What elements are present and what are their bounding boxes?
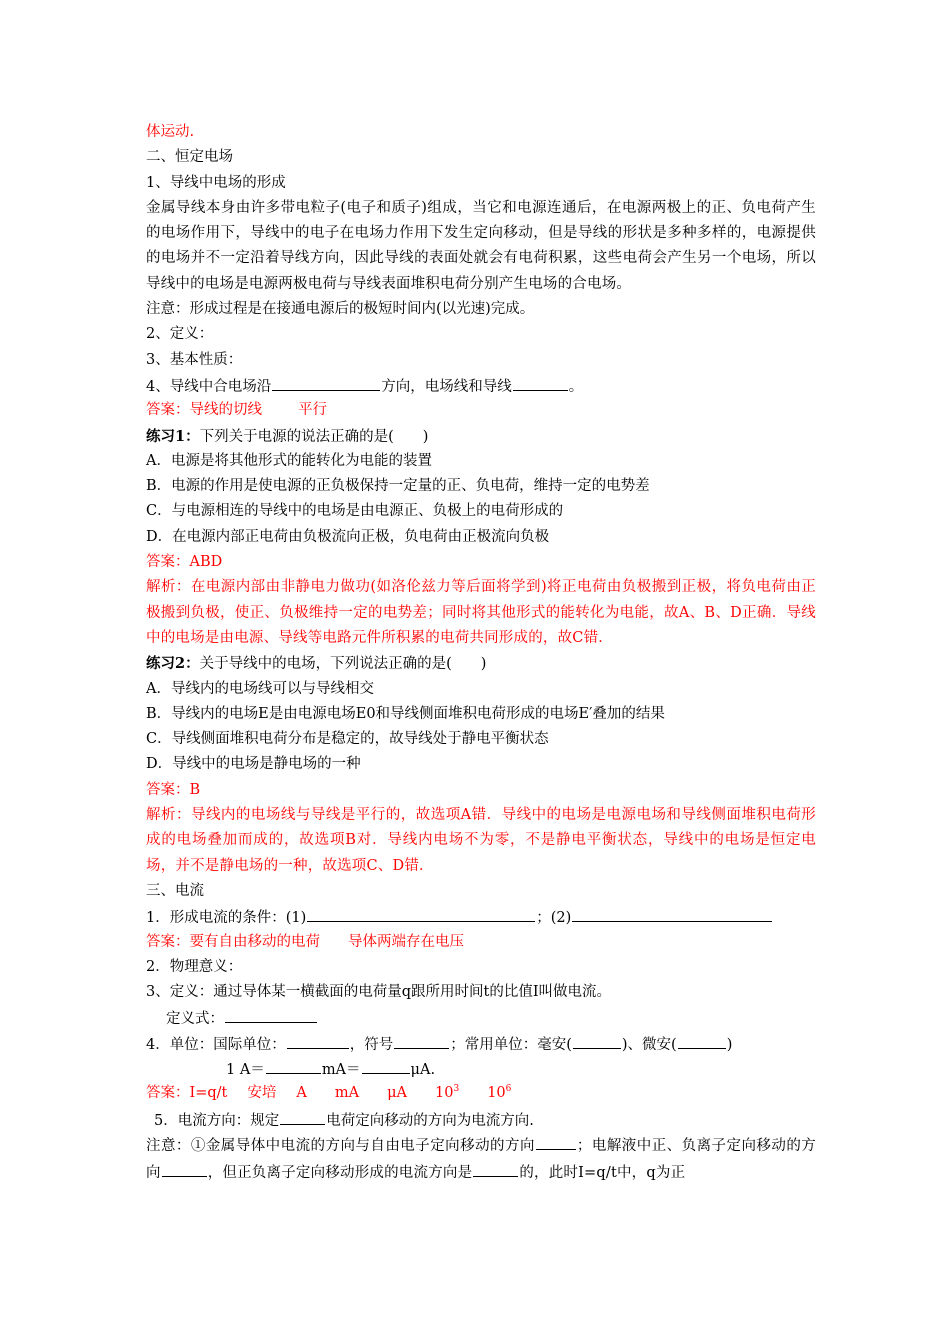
- fill-question: [146, 1107, 816, 1132]
- answer-blank: [272, 373, 380, 391]
- document-body: [146, 120, 816, 1186]
- section-heading: 三、电流: [146, 882, 204, 899]
- answer-blank: [266, 1056, 321, 1074]
- exercise-text: 下列关于电源的说法正确的是( ): [199, 428, 429, 445]
- question-text: 5．电流方向：规定: [154, 1112, 280, 1129]
- property-item: 3、基本性质：: [146, 351, 243, 368]
- section-heading: 二、恒定电场: [146, 149, 233, 166]
- answer-blank: [572, 904, 772, 922]
- answer-value: $10^6$: [487, 1084, 512, 1102]
- definition-item: 3、定义：通过导体某一横截面的电荷量q跟所用时间t的比值I叫做电流。: [146, 984, 612, 1001]
- formula-label: 定义式：: [166, 1011, 224, 1028]
- answer-line: [146, 930, 816, 955]
- exercise-text: 关于导线中的电场，下列说法正确的是( ): [199, 656, 487, 673]
- question-text: 电荷定向移动的方向为电流方向.: [326, 1112, 534, 1129]
- exercise-label: 练习2：: [146, 655, 200, 673]
- answer-blank: [225, 1005, 317, 1023]
- option-b: B．电源的作用是使电源的正负极保持一定量的正、负电荷，维持一定的电势差: [146, 478, 650, 495]
- answer-value: $10^3$: [435, 1084, 460, 1102]
- definition-item: 2、定义：: [146, 326, 214, 343]
- answer-value: 安培: [247, 1085, 277, 1102]
- answer-blank: [536, 1132, 576, 1150]
- question-text: 。: [568, 378, 584, 395]
- paragraph: 金属导线本身由许多带电粒子(电子和质子)组成，当它和电源连通后，在电源两极上的正、负电荷产生的电场作用下，导线中的电子在电场力作用下发生定向移动，但是导线的形状是多种多样的，电源提供的电场并不一定沿着导线方向，因此导线的表面处就会有电荷积累，这些电荷会产生另一个电场，所以导线中的电场是电源两极电荷与导线表面堆积电荷分别产生电场的合电场。: [146, 199, 816, 292]
- option-b: B．导线内的电场E是由电源电场E0和导线侧面堆积电荷形成的电场E′叠加的结果: [146, 705, 665, 722]
- fill-question: [146, 373, 816, 398]
- question-text: ，符号: [349, 1036, 394, 1053]
- answer-line: [146, 1081, 816, 1106]
- question-text: 方向，电场线和导线: [381, 378, 512, 395]
- option-c: C．导线侧面堆积电荷分布是稳定的，故导线处于静电平衡状态: [146, 731, 549, 748]
- question-text: )、微安(: [621, 1036, 677, 1053]
- answer-blank: [280, 1107, 325, 1125]
- answer-value: A: [296, 1085, 307, 1102]
- option-a: A．电源是将其他形式的能转化为电能的装置: [146, 452, 432, 469]
- answer-blank: [678, 1031, 726, 1049]
- explanation: 解析：导线内的电场线与导线是平行的，故选项A错．导线中的电场是电源电场和导线侧面堆积电荷形成的电场叠加而成的，故选项B对．导线内电场不为零，不是静电平衡状态，导线中的电场是恒定电场，并不是静电场的一种，故选项C、D错．: [146, 807, 816, 874]
- answer-blank: [362, 1056, 410, 1074]
- answer-blank: [307, 904, 535, 922]
- answer-blank: [513, 373, 568, 391]
- subsection-heading: 1、导线中电场的形成: [146, 174, 286, 191]
- answer-value: I=q/t: [189, 1085, 228, 1102]
- answer-value: 平行: [298, 402, 327, 419]
- question-text: ): [726, 1036, 733, 1053]
- conversion-line: [146, 1056, 816, 1081]
- question-text: 4、导线中合电场沿: [146, 378, 272, 395]
- option-d: D．导线中的电场是静电场的一种: [146, 756, 361, 773]
- answer-label: 答案：: [146, 402, 190, 419]
- question-text: ，但正负离子定向移动形成的电流方向是: [207, 1165, 473, 1182]
- answer-blank: [473, 1159, 518, 1177]
- text-line: 2．物理意义：: [146, 958, 243, 975]
- question-text: ；电解液中正、负离子定向移动的方向: [146, 1137, 816, 1182]
- question-text: 注意：①金属导体中电流的方向与自由电子定向移动的方向: [146, 1137, 535, 1154]
- answer-label: 答案：: [146, 933, 190, 950]
- answer-blank: [573, 1031, 621, 1049]
- fill-question: [146, 1031, 816, 1056]
- question-text: mA＝: [321, 1061, 361, 1078]
- answer-line: [146, 398, 816, 423]
- question-text: μA.: [410, 1061, 436, 1078]
- answer-blank: [394, 1031, 449, 1049]
- question-text: 的，此时I=q/t中，q为正: [519, 1165, 686, 1182]
- explanation: 解析：在电源内部由非静电力做功(如洛伦兹力等后面将学到)将正电荷由负极搬到正极，将负电荷由正极搬到负极，使正、负极维持一定的电势差；同时将其他形式的能转化为电能，故A、B、D正确．导线中的电场是由电源、导线等电路元件所积累的电荷共同形成的，故C错．: [146, 579, 816, 646]
- answer-value: μA: [387, 1085, 407, 1102]
- answer-line: 答案：B: [146, 781, 201, 798]
- answer-label: 答案：: [146, 1085, 190, 1102]
- question-text: ；常用单位：毫安(: [450, 1036, 572, 1053]
- text-line: 体运动.: [146, 124, 195, 140]
- answer-blank: [162, 1159, 207, 1177]
- formula-line: [146, 1005, 816, 1030]
- exercise-label: 练习1：: [146, 427, 200, 445]
- answer-blank: [287, 1031, 349, 1049]
- question-text: 4．单位：国际单位：: [146, 1036, 286, 1053]
- question-text: 1 A＝: [226, 1061, 265, 1078]
- option-d: D．在电源内部正电荷由负极流向正极，负电荷由正极流向负极: [146, 528, 550, 545]
- note: 注意：形成过程是在接通电源后的极短时间内(以光速)完成。: [146, 301, 535, 318]
- fill-question: [146, 904, 816, 929]
- option-a: A．导线内的电场线可以与导线相交: [146, 680, 374, 697]
- option-c: C．与电源相连的导线中的电场是由电源正、负极上的电荷形成的: [146, 503, 564, 520]
- answer-value: 要有自由移动的电荷: [189, 933, 320, 950]
- question-text: ；(2): [536, 910, 572, 927]
- answer-value: 导体两端存在电压: [348, 933, 464, 950]
- answer-value: mA: [334, 1085, 360, 1102]
- exercise-question: [146, 651, 816, 676]
- exercise-question: [146, 424, 816, 449]
- note: [146, 1132, 816, 1187]
- answer-line: 答案：ABD: [146, 554, 223, 571]
- question-text: 1．形成电流的条件：(1): [146, 910, 307, 927]
- answer-value: 导线的切线: [189, 402, 262, 419]
